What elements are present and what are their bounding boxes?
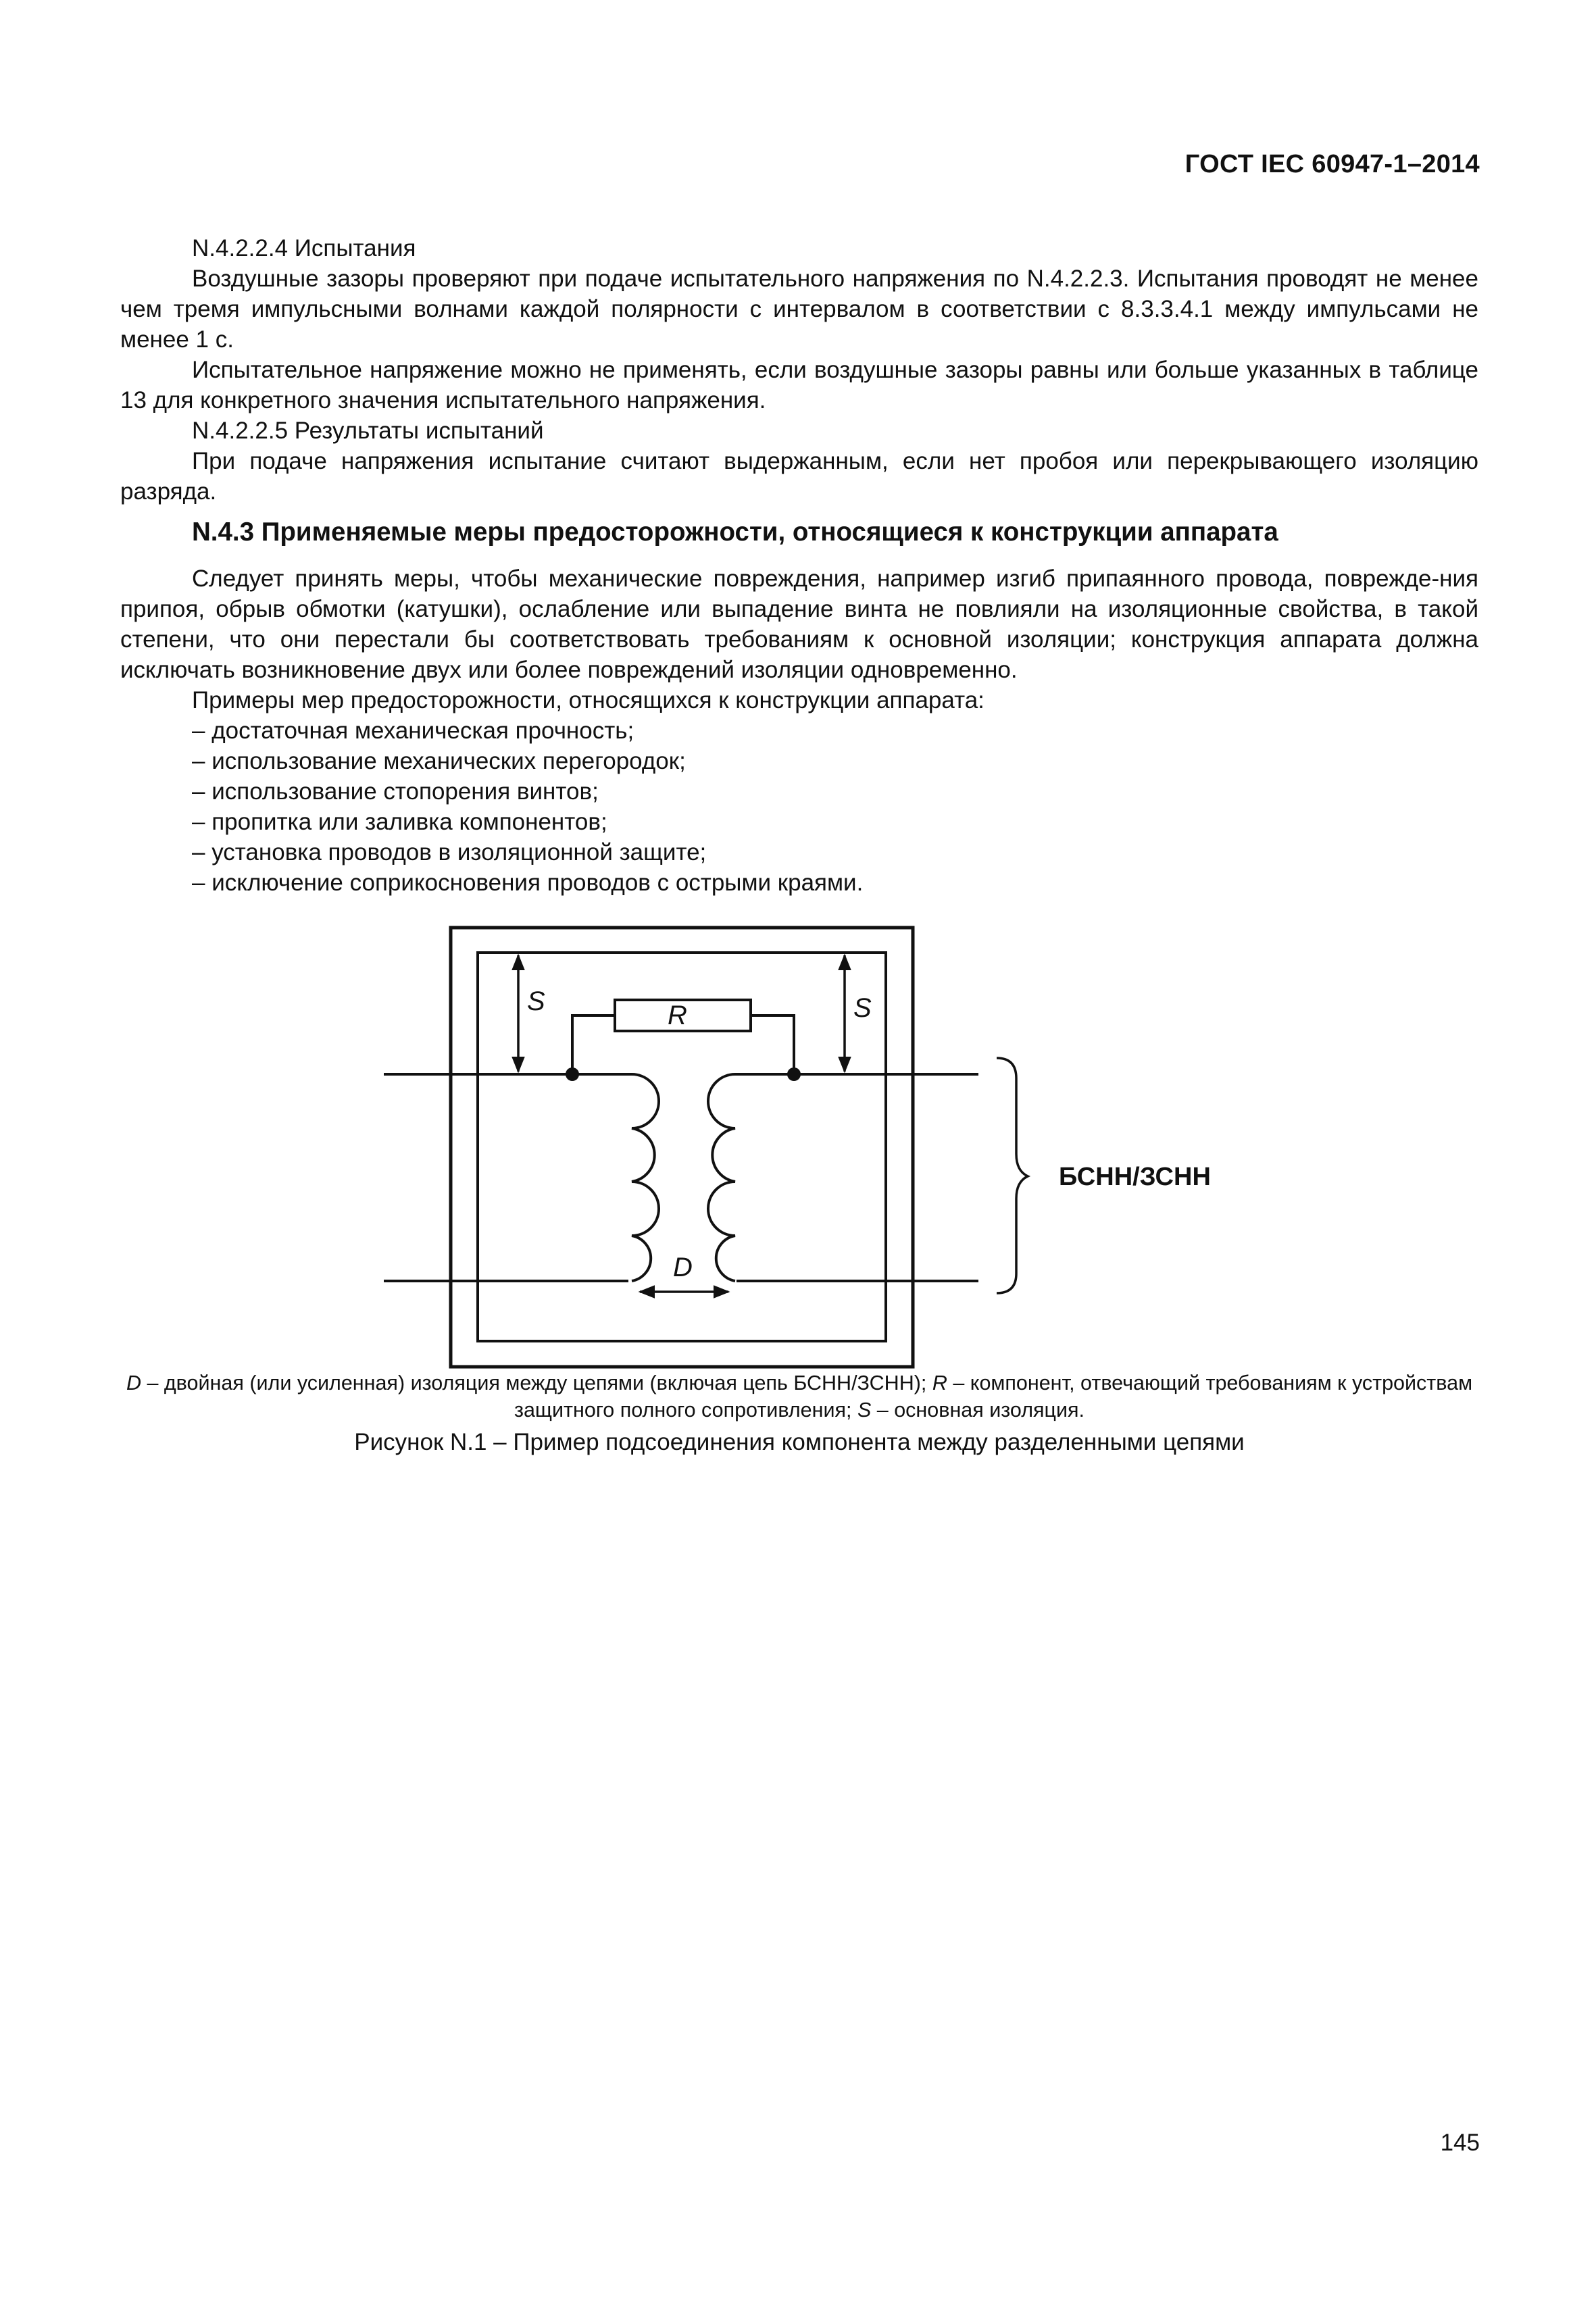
label-s-right: S <box>853 993 872 1023</box>
paragraph-tests: Воздушные зазоры проверяют при подаче испытательного напряжения по N.4.2.2.3. Испытания проводят не менее чем тремя импульсными волнами каждой полярности с интервалом в соответствии с 8.3.3.4.1 между импульсами не менее 1 с. <box>120 266 1478 353</box>
list-item: – использование стопорения винтов; <box>192 778 599 805</box>
resistor-lead-right <box>751 1015 794 1074</box>
bracket-label: БСНН/ЗСНН <box>1059 1163 1211 1191</box>
legend-text-3: – основная изоляция. <box>871 1399 1085 1422</box>
figure-caption: Рисунок N.1 – Пример подсоединения компонента между разделенными цепями <box>354 1429 1245 1455</box>
section-heading: N.4.3 Применяемые меры предосторожности, относящиеся к конструкции аппарата <box>192 518 1278 547</box>
junction-dot-right <box>787 1067 801 1081</box>
label-r: R <box>668 1001 687 1030</box>
secondary-coil <box>708 1074 794 1281</box>
resistor-r <box>615 1000 751 1031</box>
list-item: – достаточная механическая прочность; <box>192 718 634 744</box>
legend-text-2: – компонент, отвечающий требованиям к устройствам защитного полного сопротивления; <box>514 1372 1473 1422</box>
inner-frame <box>478 953 886 1341</box>
list-item: – использование механических перегородок; <box>192 748 686 774</box>
paragraph-precautions: Следует принять меры, чтобы механические повреждения, например изгиб припаянного провода, поврежде-ния припоя, обрыв обмотки (катушки), ослабление или выпадение винта не повлияли на изоляционные свойства, в такой степени, что они перестали бы соответствовать требованиям к основной изоляции; конструкция аппарата должна исключать возникновение двух или более повреждений изоляции одновременно. <box>120 565 1478 683</box>
junction-dot-left <box>566 1067 579 1081</box>
page-number: 145 <box>1440 2130 1480 2156</box>
figure-legend <box>120 1369 1478 1424</box>
legend-s: S <box>857 1399 872 1422</box>
legend-r: R <box>932 1372 947 1394</box>
label-d: D <box>673 1253 693 1282</box>
page-body <box>120 233 1478 898</box>
list-item: – исключение соприкосновения проводов с острыми краями. <box>192 870 864 896</box>
legend-d: D <box>126 1372 141 1394</box>
paragraph-test-voltage: Испытательное напряжение можно не применять, если воздушные зазоры равны или больше указанных в таблице 13 для конкретного значения испытательного напряжения. <box>120 357 1478 413</box>
legend-text-1: – двойная (или усиленная) изоляция между цепями (включая цепь БСНН/ЗСНН); <box>141 1372 932 1394</box>
primary-coil <box>572 1074 659 1281</box>
outer-frame <box>451 928 913 1367</box>
subsection-title-results: N.4.2.2.5 Результаты испытаний <box>192 418 544 444</box>
bracket-brace <box>997 1058 1028 1293</box>
resistor-lead-left <box>572 1015 615 1074</box>
list-item: – пропитка или заливка компонентов; <box>192 809 607 835</box>
list-item: – установка проводов в изоляционной защите; <box>192 839 707 865</box>
paragraph-results: При подаче напряжения испытание считают выдержанным, если нет пробоя или перекрывающего изоляцию разряда. <box>120 448 1478 505</box>
paragraph-examples-intro: Примеры мер предосторожности, относящихся к конструкции аппарата: <box>192 687 984 713</box>
document-id-header: ГОСТ IEC 60947-1–2014 <box>1184 150 1480 178</box>
label-s-left: S <box>527 986 545 1016</box>
subsection-title-tests: N.4.2.2.4 Испытания <box>192 235 416 261</box>
